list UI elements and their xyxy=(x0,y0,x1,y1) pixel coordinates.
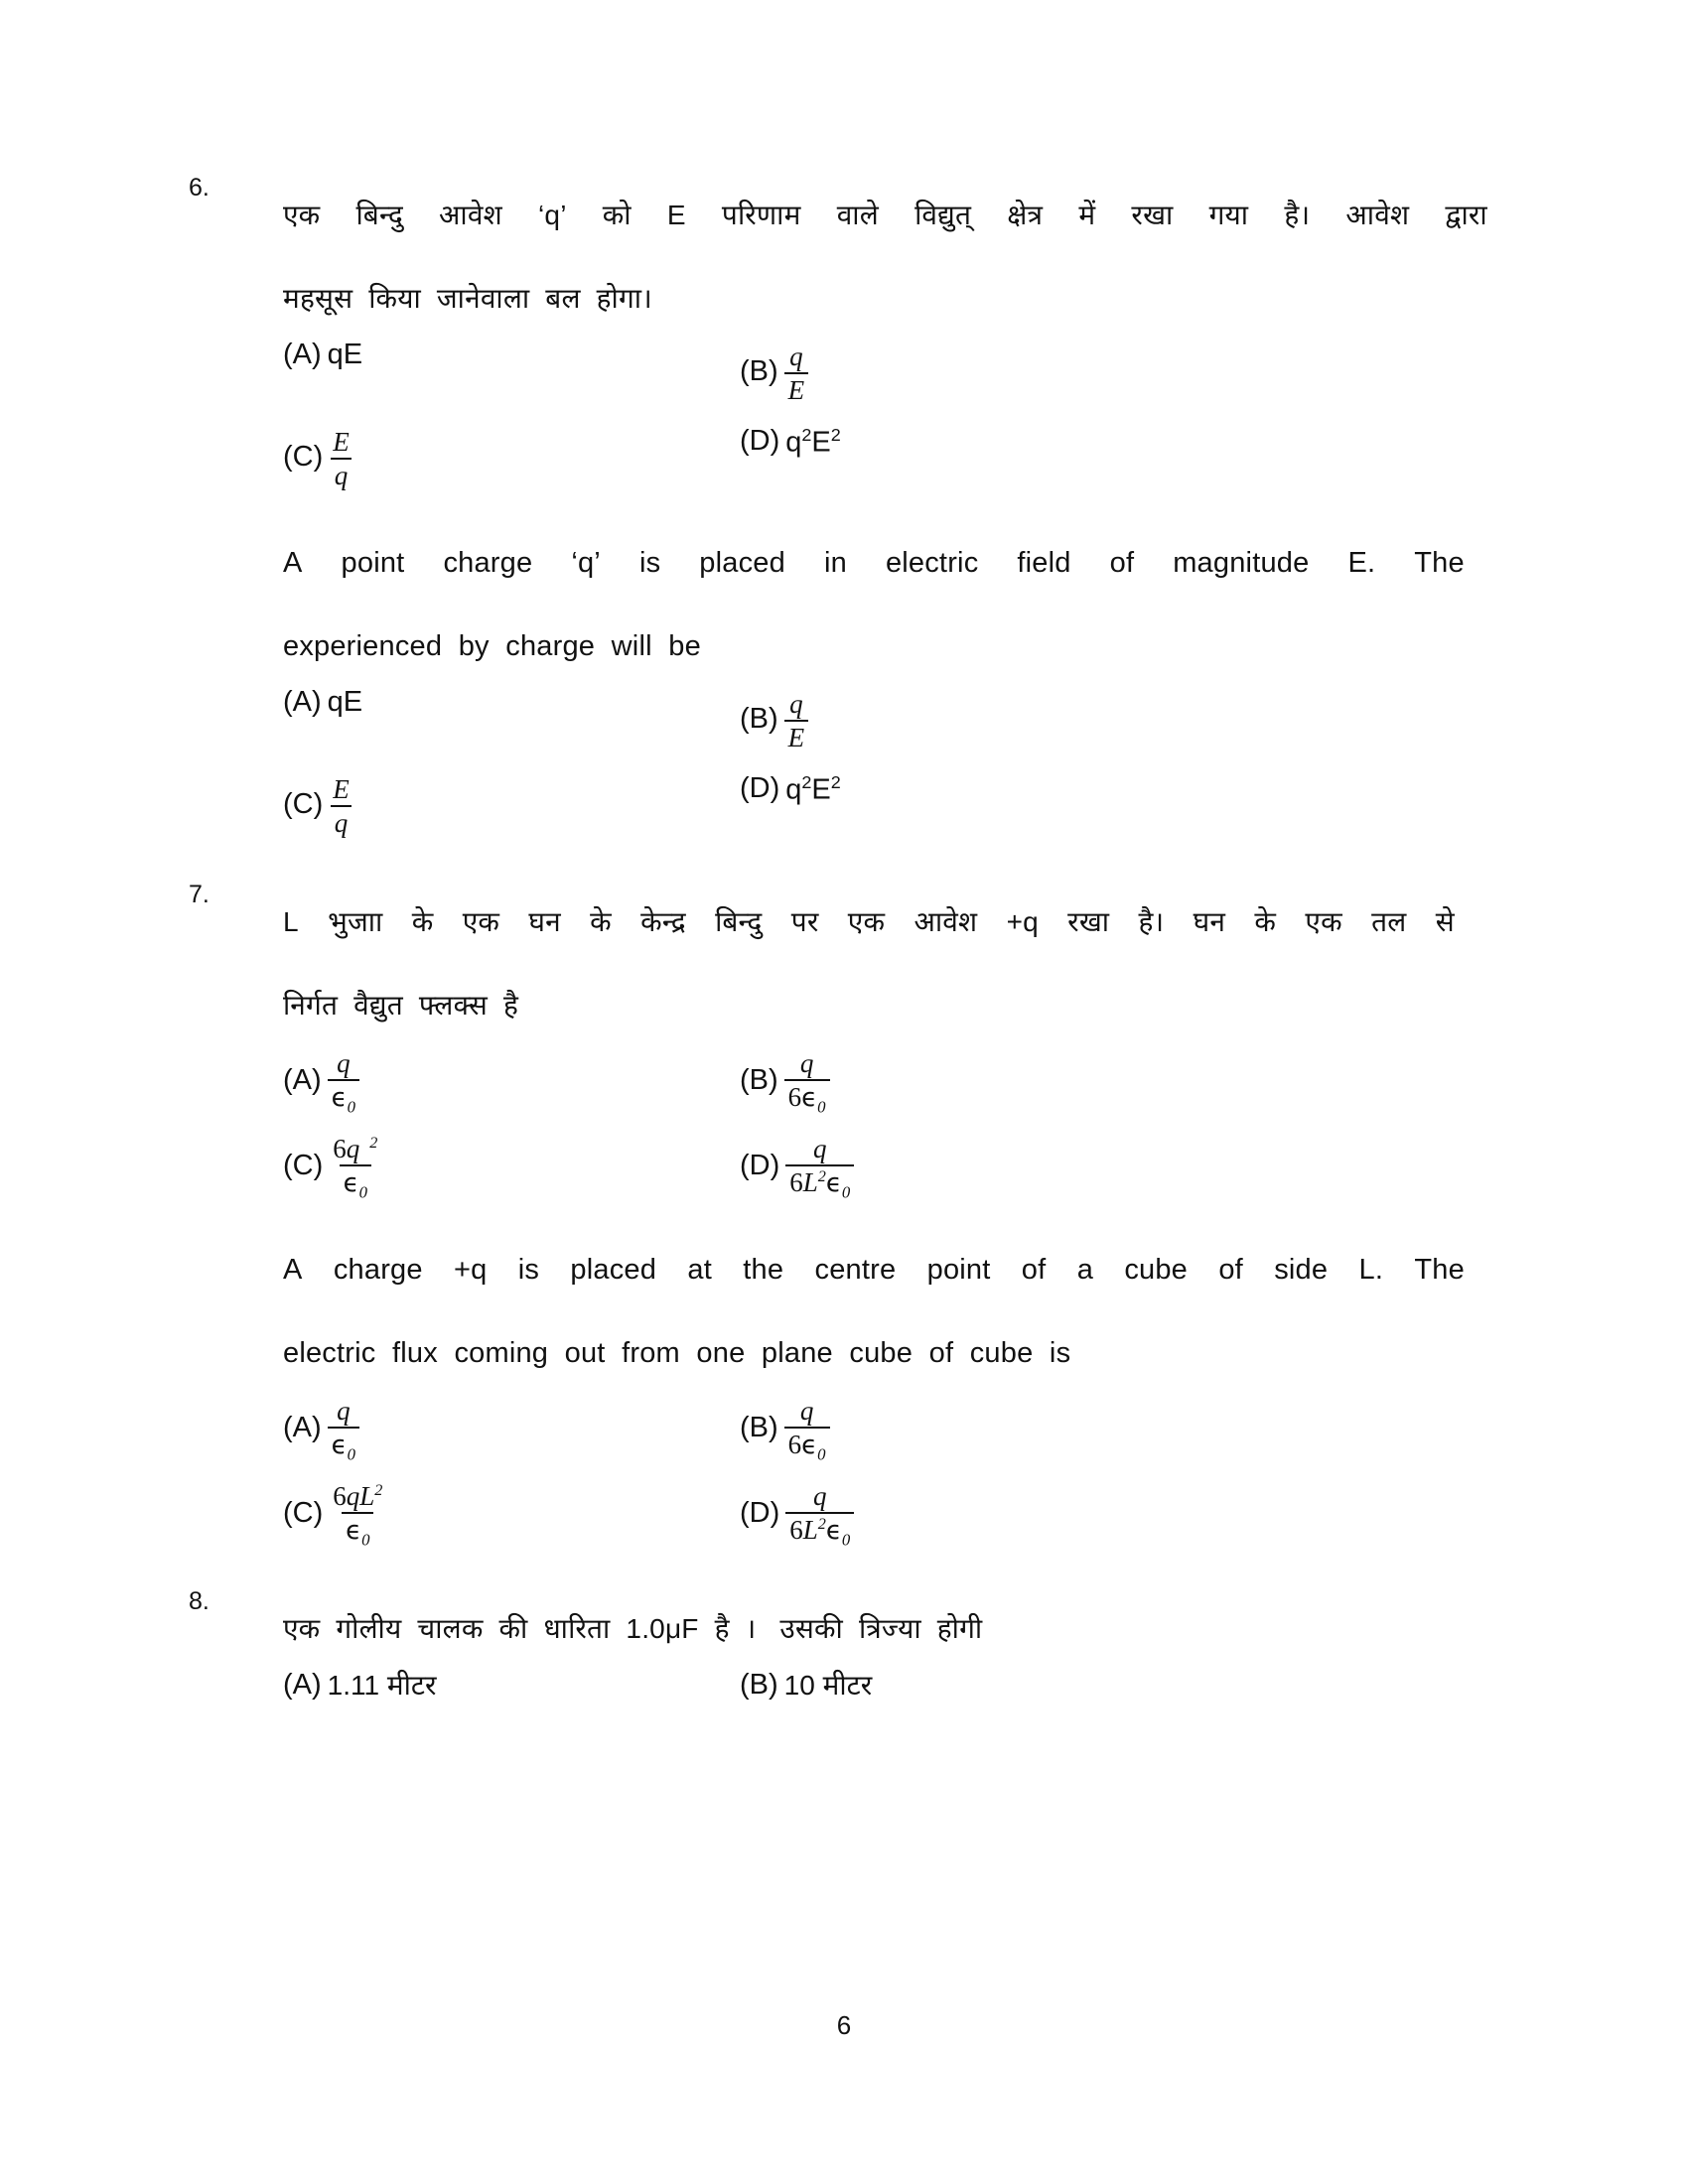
option-row xyxy=(283,1047,1489,1133)
word: experienced xyxy=(283,630,443,662)
question-6-english-line-1 xyxy=(283,521,1465,605)
fraction-numerator: q xyxy=(789,341,803,371)
word: point xyxy=(341,547,405,579)
option-label: (A) xyxy=(283,1669,322,1701)
option-row xyxy=(283,688,1489,773)
word: is xyxy=(1049,1337,1071,1369)
fraction-numerator: q xyxy=(812,1481,827,1511)
word: रखा xyxy=(1067,906,1110,937)
word: plane xyxy=(761,1337,833,1369)
word: charge xyxy=(443,547,533,579)
option-row xyxy=(283,773,1489,859)
word: की xyxy=(498,1613,528,1644)
option-row xyxy=(283,426,1489,511)
word: placed xyxy=(699,547,785,579)
word: 1.0μF xyxy=(626,1613,699,1644)
word: will xyxy=(611,630,652,662)
fraction-denominator: $6\epsilon_0$ xyxy=(784,1079,830,1116)
word: the xyxy=(743,1254,784,1286)
word: electric xyxy=(283,1337,376,1369)
word: E xyxy=(666,200,686,230)
fraction-numerator: q xyxy=(789,689,803,719)
question-7-english-options xyxy=(283,1395,1489,1566)
word: out xyxy=(564,1337,606,1369)
option-c[interactable] xyxy=(283,1480,740,1550)
question-6-number: 6. xyxy=(189,174,210,202)
word: के xyxy=(1254,906,1277,937)
option-a[interactable] xyxy=(283,1047,740,1117)
word: charge xyxy=(333,1254,423,1286)
option-value: 1.11 मीटर xyxy=(327,1669,437,1701)
word: फ्लक्स xyxy=(418,990,488,1021)
question-6-english-line-2 xyxy=(283,605,1489,688)
option-row xyxy=(283,341,1489,426)
option-a[interactable] xyxy=(283,341,740,369)
fraction-numerator: q xyxy=(812,1134,827,1163)
word: of xyxy=(1021,1254,1047,1286)
fraction-q-over-6L2epsilon0 xyxy=(785,1135,854,1201)
word: point xyxy=(926,1254,991,1286)
option-label: (A) xyxy=(283,686,322,718)
question-8-hindi-options xyxy=(283,1671,1489,1756)
fraction-q-over-6epsilon0 xyxy=(784,1049,830,1116)
option-value: $q^2E^2$ xyxy=(785,425,841,459)
word: निर्गत xyxy=(283,990,339,1021)
question-8-number: 8. xyxy=(189,1587,210,1615)
option-d[interactable] xyxy=(740,1480,1296,1550)
fraction-q-over-6epsilon0 xyxy=(784,1397,830,1463)
word: तल xyxy=(1371,906,1407,937)
word: एक xyxy=(1305,906,1342,937)
word: त्रिज्या xyxy=(858,1613,921,1644)
page-content xyxy=(189,174,1489,1756)
word: बल xyxy=(545,283,581,314)
word: charge xyxy=(505,630,596,662)
word: of xyxy=(928,1337,954,1369)
option-label: (B) xyxy=(740,354,778,387)
word: के xyxy=(411,906,434,937)
word: centre xyxy=(814,1254,897,1286)
option-d[interactable] xyxy=(740,1133,1296,1202)
word: पर xyxy=(790,906,819,937)
word: गोलीय xyxy=(336,1613,402,1644)
fraction-denominator: E xyxy=(784,372,809,404)
word: at xyxy=(687,1254,712,1286)
fraction-denominator: $6L^2\epsilon_0$ xyxy=(785,1164,854,1201)
word: से xyxy=(1435,906,1455,937)
question-7-hindi-options xyxy=(283,1047,1489,1218)
word: A xyxy=(283,547,303,579)
fraction-numerator: E xyxy=(333,427,350,457)
fraction-denominator: $6L^2\epsilon_0$ xyxy=(785,1512,854,1549)
option-label: (B) xyxy=(740,702,778,735)
fraction-denominator: $\epsilon_0$ xyxy=(328,1427,359,1463)
word: is xyxy=(517,1254,540,1286)
option-a[interactable] xyxy=(283,1671,740,1700)
option-label: (D) xyxy=(740,1497,780,1530)
option-value: 10 मीटर xyxy=(783,1669,873,1701)
option-b[interactable] xyxy=(740,688,1296,751)
fraction-numerator: q xyxy=(337,1048,351,1078)
word: एक xyxy=(847,906,886,937)
word: side xyxy=(1274,1254,1329,1286)
fraction-denominator: $6\epsilon_0$ xyxy=(784,1427,830,1463)
fraction-denominator: E xyxy=(784,720,809,751)
option-row xyxy=(283,1395,1489,1480)
word: एक xyxy=(283,200,321,230)
option-row xyxy=(283,1480,1489,1566)
option-value: qE xyxy=(327,339,363,370)
word: by xyxy=(458,630,490,662)
option-b[interactable] xyxy=(740,1671,1296,1700)
word: field xyxy=(1017,547,1071,579)
word: be xyxy=(668,630,701,662)
question-8-hindi-line-1 xyxy=(283,1587,1489,1671)
option-label: (C) xyxy=(283,787,324,820)
option-label: (C) xyxy=(283,440,324,473)
word: घन xyxy=(1193,906,1226,937)
word: a xyxy=(1076,1254,1094,1286)
question-7-hindi-line-2 xyxy=(283,964,1489,1047)
word: The xyxy=(1414,547,1465,579)
word: वैद्युत xyxy=(353,990,403,1021)
option-row xyxy=(283,1133,1489,1218)
word: electric xyxy=(885,547,979,579)
word: होगा। xyxy=(596,283,652,314)
word: है। xyxy=(1138,906,1165,937)
fraction-numerator: q xyxy=(799,1048,814,1078)
word: cube xyxy=(849,1337,914,1369)
fraction-q-over-epsilon0 xyxy=(328,1049,359,1116)
question-7-body xyxy=(283,881,1489,1566)
word: जानेवाला xyxy=(436,283,530,314)
word: बिन्दु xyxy=(355,200,403,230)
option-c[interactable] xyxy=(283,1133,740,1202)
question-6-english-options xyxy=(283,688,1489,859)
question-6-hindi-options xyxy=(283,341,1489,511)
word: एक xyxy=(283,1613,321,1644)
word: placed xyxy=(570,1254,657,1286)
word: magnitude xyxy=(1173,547,1310,579)
option-b[interactable] xyxy=(740,1047,1296,1117)
option-c[interactable] xyxy=(283,773,740,839)
option-label: (B) xyxy=(740,1669,778,1701)
word: के xyxy=(590,906,612,937)
option-row xyxy=(283,1671,1489,1756)
word: है xyxy=(502,990,519,1021)
word: भुजाा xyxy=(328,906,383,937)
option-label: (D) xyxy=(740,1150,780,1182)
word: वाले xyxy=(836,200,879,230)
fraction-E-over-q xyxy=(329,428,353,490)
word: धारिता xyxy=(543,1613,611,1644)
word: coming xyxy=(454,1337,549,1369)
word: गया xyxy=(1208,200,1249,230)
question-6-body xyxy=(283,174,1489,859)
page-number: 6 xyxy=(836,2010,852,2040)
word: cube xyxy=(969,1337,1034,1369)
word: +q xyxy=(454,1254,488,1286)
word: में xyxy=(1078,200,1096,230)
option-label: (C) xyxy=(283,1497,324,1530)
option-value: $q^2E^2$ xyxy=(785,772,841,806)
question-6-hindi-line-1 xyxy=(283,174,1487,257)
question-6-hindi-line-2 xyxy=(283,257,1489,341)
option-d[interactable] xyxy=(740,773,1296,805)
fraction-denominator: $\epsilon_0$ xyxy=(340,1164,371,1201)
word: रखा xyxy=(1131,200,1174,230)
fraction-q-over-epsilon0 xyxy=(328,1397,359,1463)
option-label: (A) xyxy=(283,1064,322,1097)
word: आवेश xyxy=(1345,200,1410,230)
word: L. xyxy=(1358,1254,1384,1286)
option-label: (A) xyxy=(283,339,322,370)
option-b[interactable] xyxy=(740,1395,1296,1464)
option-label: (A) xyxy=(283,1412,322,1444)
word: विद्युत् xyxy=(914,200,972,230)
fraction-numerator: q xyxy=(337,1396,351,1426)
question-7-number: 7. xyxy=(189,881,210,908)
fraction-denominator: $\epsilon_0$ xyxy=(342,1512,373,1549)
fraction-E-over-q xyxy=(329,775,353,838)
word: of xyxy=(1218,1254,1243,1286)
fraction-q-over-E xyxy=(784,690,809,752)
word: +q xyxy=(1006,906,1039,937)
word: A xyxy=(283,1254,303,1286)
option-d[interactable] xyxy=(740,426,1296,458)
word: बिन्दु xyxy=(715,906,763,937)
word: flux xyxy=(391,1337,438,1369)
option-a[interactable] xyxy=(283,1395,740,1464)
word: महसूस xyxy=(283,283,353,314)
word: from xyxy=(622,1337,680,1369)
question-8 xyxy=(189,1587,1489,1756)
option-value: qE xyxy=(327,686,363,718)
question-7-hindi-line-1 xyxy=(283,881,1455,964)
fraction-denominator: q xyxy=(331,458,352,489)
word: E. xyxy=(1347,547,1376,579)
word: घन xyxy=(528,906,561,937)
fraction-numerator: $6qL^2$ xyxy=(333,1481,383,1511)
fraction-numerator: E xyxy=(333,774,350,804)
option-label: (D) xyxy=(740,772,780,805)
fraction-6qsq-over-epsilon0 xyxy=(329,1135,381,1201)
word: L xyxy=(283,906,299,937)
option-a[interactable] xyxy=(283,688,740,717)
word: in xyxy=(823,547,847,579)
word: The xyxy=(1414,1254,1465,1286)
word: cube xyxy=(1124,1254,1189,1286)
word: एक xyxy=(462,906,500,937)
question-7-english-line-2 xyxy=(283,1311,1489,1395)
word: होगी xyxy=(936,1613,983,1644)
question-7-english-line-1 xyxy=(283,1228,1465,1311)
word: चालक xyxy=(417,1613,484,1644)
word: है xyxy=(714,1613,730,1644)
option-c[interactable] xyxy=(283,426,740,491)
option-label: (D) xyxy=(740,425,780,458)
question-8-body xyxy=(283,1587,1489,1756)
word: केन्द्र xyxy=(640,906,686,937)
fraction-numerator: 6q $^2$ xyxy=(333,1134,378,1163)
question-7 xyxy=(189,881,1489,1566)
word: is xyxy=(638,547,661,579)
word: परिणाम xyxy=(721,200,801,230)
fraction-6qL2-over-epsilon0 xyxy=(329,1482,386,1549)
word: किया xyxy=(368,283,421,314)
word: उसकी xyxy=(779,1613,844,1644)
word: one xyxy=(696,1337,746,1369)
fraction-denominator: $\epsilon_0$ xyxy=(328,1079,359,1116)
fraction-numerator: q xyxy=(799,1396,814,1426)
word: को xyxy=(602,200,632,230)
question-6 xyxy=(189,174,1489,859)
fraction-denominator: q xyxy=(331,805,352,837)
word: of xyxy=(1109,547,1135,579)
word: आवेश xyxy=(914,906,978,937)
fraction-q-over-6L2epsilon0 xyxy=(785,1482,854,1549)
word: क्षेत्र xyxy=(1007,200,1044,230)
word: । xyxy=(745,1613,757,1644)
option-label: (C) xyxy=(283,1150,324,1182)
option-label: (B) xyxy=(740,1064,778,1097)
word: है। xyxy=(1284,200,1311,230)
fraction-q-over-E xyxy=(784,342,809,405)
word: द्वारा xyxy=(1445,200,1487,230)
option-b[interactable] xyxy=(740,341,1296,406)
option-label: (B) xyxy=(740,1412,778,1444)
word: ‘q’ xyxy=(538,200,567,230)
word: आवेश xyxy=(439,200,502,230)
word: ‘q’ xyxy=(571,547,601,579)
